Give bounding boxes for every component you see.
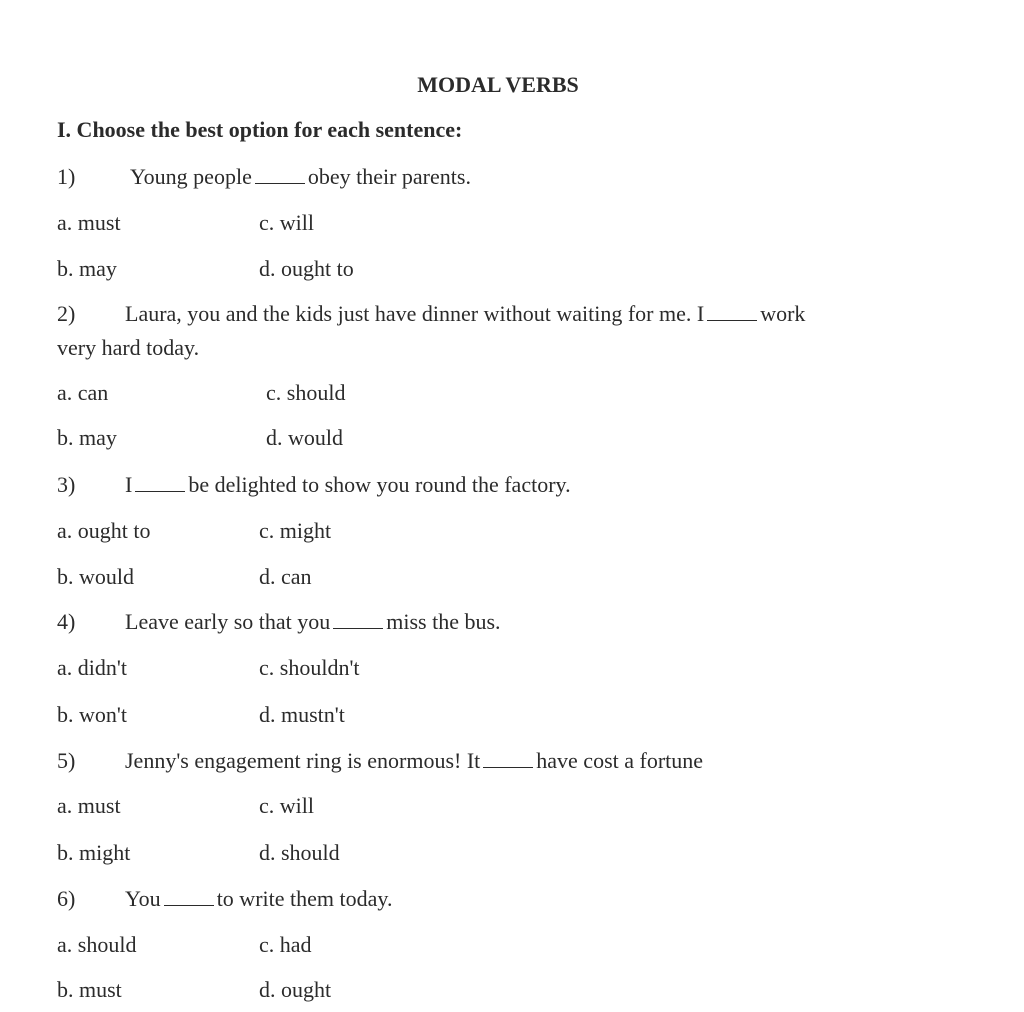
question-text-after: work xyxy=(760,301,806,326)
question-text xyxy=(125,609,501,635)
answer-blank xyxy=(135,473,185,492)
question-number: 2) xyxy=(57,301,76,326)
option-b: b. might xyxy=(57,840,131,865)
option-d: d. should xyxy=(259,840,340,865)
question-text-before: Laura, you and the kids just have dinner without waiting for me. I xyxy=(125,301,705,326)
section-heading: I. Choose the best option for each sentence: xyxy=(57,117,463,142)
question-text-after: be delighted to show you round the factory. xyxy=(188,472,571,497)
answer-blank xyxy=(333,610,383,629)
option-d: d. can xyxy=(259,564,312,589)
option-c: c. should xyxy=(266,380,346,405)
option-c: c. will xyxy=(259,793,314,818)
question-text xyxy=(125,472,571,498)
option-a: a. ought to xyxy=(57,518,151,543)
option-d: d. ought to xyxy=(259,256,354,281)
question-number: 6) xyxy=(57,886,76,911)
option-a: a. should xyxy=(57,932,137,957)
answer-blank xyxy=(164,887,214,906)
option-c: c. shouldn't xyxy=(259,655,360,680)
answer-blank xyxy=(255,165,305,184)
question-number: 5) xyxy=(57,748,76,773)
option-d: d. would xyxy=(266,425,343,450)
option-a: a. didn't xyxy=(57,655,127,680)
question-text xyxy=(125,301,805,327)
question-number: 3) xyxy=(57,472,76,497)
question-text-after: have cost a fortune xyxy=(536,748,704,773)
answer-blank xyxy=(483,749,533,768)
question-text-continuation: very hard today. xyxy=(57,335,200,360)
option-b: b. may xyxy=(57,256,117,281)
question-text-before: Young people xyxy=(130,164,252,189)
option-c: c. had xyxy=(259,932,312,957)
option-c: c. might xyxy=(259,518,332,543)
question-text xyxy=(125,886,392,912)
option-c: c. will xyxy=(259,210,314,235)
question-text-after: obey their parents. xyxy=(307,164,471,189)
question-text-before: You xyxy=(125,886,161,911)
question-number: 4) xyxy=(57,609,76,634)
option-a: a. must xyxy=(57,793,121,818)
option-d: d. ought xyxy=(259,977,332,1002)
question-text xyxy=(125,748,703,774)
option-b: b. may xyxy=(57,425,117,450)
option-a: a. must xyxy=(57,210,121,235)
question-text-before: Jenny's engagement ring is enormous! It xyxy=(125,748,481,773)
question-text-before: I xyxy=(125,472,133,497)
option-b: b. won't xyxy=(57,702,127,727)
answer-blank xyxy=(707,302,757,321)
option-b: b. would xyxy=(57,564,134,589)
option-b: b. must xyxy=(57,977,122,1002)
question-text-after: to write them today. xyxy=(216,886,393,911)
option-d: d. mustn't xyxy=(259,702,345,727)
question-number: 1) xyxy=(57,164,76,189)
question-text-after: miss the bus. xyxy=(386,609,501,634)
question-text-before: Leave early so that you xyxy=(125,609,331,634)
question-text xyxy=(130,164,471,190)
page-title: MODAL VERBS xyxy=(417,72,579,97)
option-a: a. can xyxy=(57,380,109,405)
